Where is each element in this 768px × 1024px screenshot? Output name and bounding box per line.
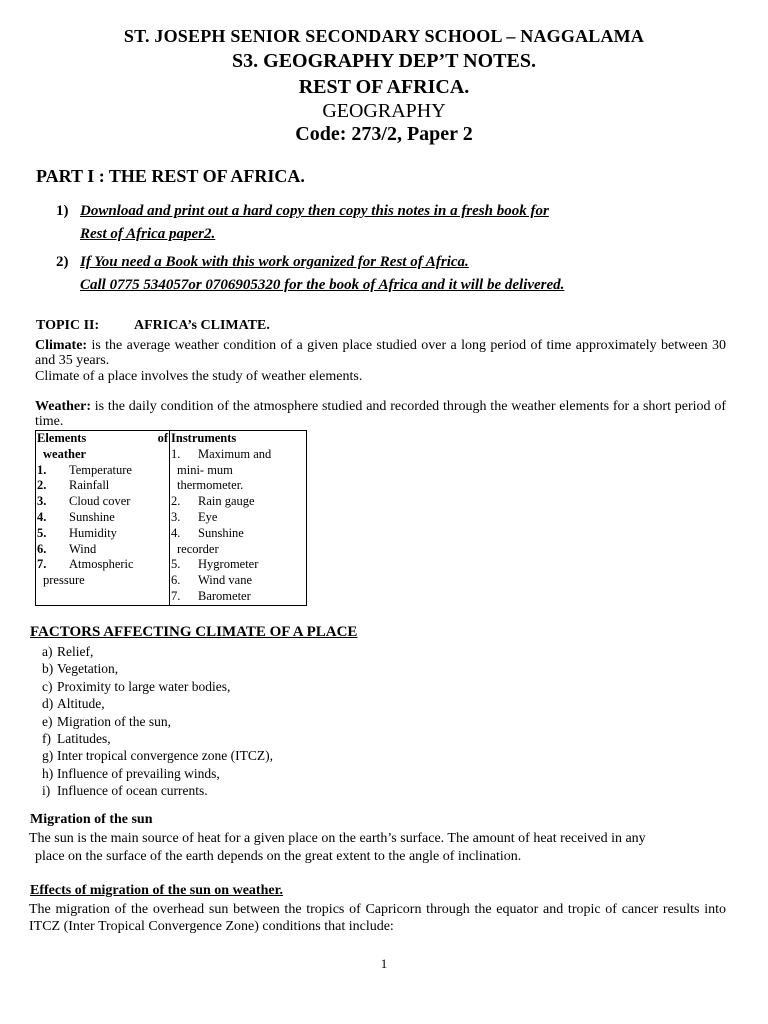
- element-label: Humidity: [69, 525, 117, 540]
- instrument-item: [171, 510, 305, 526]
- instrument-label: Eye: [198, 509, 218, 524]
- instrument-label: Maximum and: [198, 446, 272, 461]
- instrument-label-cont: mini- mum: [177, 462, 233, 477]
- instrument-number: 4.: [171, 525, 181, 540]
- migration-heading: Migration of the sun: [30, 812, 153, 827]
- instrument-number: 5.: [171, 557, 181, 572]
- element-label: Cloud cover: [69, 494, 131, 509]
- instruments-list: [171, 447, 305, 605]
- factor-text: Influence of ocean currents.: [57, 783, 208, 799]
- instrument-number: 2.: [171, 494, 181, 509]
- instrument-item: [171, 494, 305, 510]
- instrument-number: 6.: [171, 573, 181, 588]
- factor-letter: b): [42, 661, 54, 677]
- instrument-label: Sunshine: [198, 525, 244, 540]
- factor-letter: c): [42, 678, 53, 694]
- element-number: 2.: [37, 478, 47, 493]
- effects-paragraph: The migration of the overhead sun between the tropics of Capricorn through the equator and tropic of cancer results into ITCZ (Inter Tropical Convergence Zone) conditions that include:: [29, 902, 726, 934]
- factor-item: [42, 660, 273, 677]
- weather-definition: [35, 399, 726, 429]
- elements-header-cont: weather: [43, 446, 87, 461]
- element-item: [37, 494, 168, 510]
- element-number: 4.: [37, 509, 47, 524]
- instrument-label-cont: recorder: [177, 541, 219, 556]
- element-cont: pressure: [43, 573, 85, 588]
- department-title: S3. GEOGRAPHY DEP’T NOTES.: [232, 50, 536, 72]
- paper-code: Code: 273/2, Paper 2: [295, 123, 473, 145]
- instruction-1: [56, 203, 726, 243]
- elements-header-text: Elements: [37, 431, 87, 445]
- instrument-label: Wind vane: [198, 573, 252, 588]
- factor-item: [42, 713, 273, 730]
- instruments-column: [170, 431, 307, 606]
- factor-text: Migration of the sun,: [57, 713, 171, 729]
- instrument-item: [171, 589, 305, 605]
- factor-text: Influence of prevailing winds,: [57, 765, 220, 781]
- elements-column: [36, 431, 170, 606]
- weather-definition-text: is the daily condition of the atmosphere studied and recorded through the weather elements for a short period of time.: [35, 399, 726, 429]
- migration-line-2: place on the surface of the earth depends on the great extent to the angle of inclination.: [35, 849, 522, 864]
- instrument-label: Hygrometer: [198, 557, 259, 572]
- instruments-header: Instruments: [171, 431, 237, 445]
- instrument-label: Rain gauge: [198, 494, 255, 509]
- migration-paragraph: [29, 830, 726, 866]
- instruction-text-cont: Call 0775 534057or 0706905320 for the book of Africa and it will be delivered.: [80, 277, 565, 293]
- element-item: [37, 526, 168, 542]
- element-label: Temperature: [69, 462, 132, 477]
- weather-instruments-table: [35, 430, 307, 606]
- elements-header: [37, 431, 168, 447]
- factor-letter: f): [42, 731, 51, 747]
- factor-text: Proximity to large water bodies,: [57, 678, 231, 694]
- school-name: ST. JOSEPH SENIOR SECONDARY SCHOOL – NAGGALAMA: [123, 26, 645, 46]
- element-item: [37, 557, 168, 573]
- instrument-number: 1.: [171, 446, 181, 461]
- instruction-2: [56, 254, 726, 294]
- instruction-number: 1): [56, 203, 69, 219]
- factor-item: [42, 695, 273, 712]
- factors-list: [42, 643, 273, 800]
- element-number: 5.: [37, 525, 47, 540]
- elements-header-of: of: [157, 431, 168, 445]
- factor-item: [42, 643, 273, 660]
- factor-item: [42, 730, 273, 747]
- factor-item: [42, 678, 273, 695]
- factor-text: Altitude,: [57, 696, 105, 712]
- migration-line-1: The sun is the main source of heat for a given place on the earth’s surface. The amount of heat received in any: [29, 831, 646, 846]
- element-number: 3.: [37, 494, 47, 509]
- factor-text: Inter tropical convergence zone (ITCZ),: [57, 748, 274, 764]
- instrument-label: Barometer: [198, 588, 251, 603]
- factor-letter: h): [42, 765, 54, 781]
- climate-definition: [35, 338, 726, 368]
- factor-item: [42, 747, 273, 764]
- element-label: Wind: [69, 541, 97, 556]
- element-label: Atmospheric: [69, 557, 134, 572]
- factor-item: [42, 765, 273, 782]
- element-item: [37, 463, 168, 479]
- element-number: 6.: [37, 541, 47, 556]
- factor-letter: g): [42, 748, 54, 764]
- element-label: Sunshine: [69, 509, 115, 524]
- instrument-number: 7.: [171, 588, 181, 603]
- instruction-number: 2): [56, 254, 69, 270]
- part-title: PART I : THE REST OF AFRICA.: [36, 166, 305, 186]
- unit-title: REST OF AFRICA.: [298, 76, 470, 98]
- climate-note: Climate of a place involves the study of weather elements.: [35, 369, 363, 384]
- factor-letter: i): [42, 783, 51, 799]
- element-item: [37, 478, 168, 494]
- instrument-item: [171, 526, 305, 542]
- climate-term: Climate:: [35, 338, 88, 353]
- element-number: 1.: [37, 462, 47, 477]
- instruction-text-cont: Rest of Africa paper2.: [80, 226, 216, 242]
- element-label: Rainfall: [69, 478, 110, 493]
- element-item: [37, 510, 168, 526]
- factor-letter: a): [42, 644, 53, 659]
- climate-definition-text: is the average weather condition of a given place studied over a long period of time approximately between 30 and 35 years.: [35, 338, 726, 368]
- instruction-text: Download and print out a hard copy then copy this notes in a fresh book for: [80, 203, 549, 219]
- page-number: 1: [380, 956, 388, 971]
- elements-list: [37, 463, 168, 574]
- element-number: 7.: [37, 557, 47, 572]
- subject-title: GEOGRAPHY: [322, 100, 446, 122]
- factor-text: Relief,: [57, 644, 94, 659]
- weather-term: Weather:: [35, 399, 91, 414]
- factors-heading: FACTORS AFFECTING CLIMATE OF A PLACE: [30, 624, 358, 640]
- factor-letter: e): [42, 713, 53, 729]
- instrument-number: 3.: [171, 509, 181, 524]
- instrument-item: [171, 573, 305, 589]
- factor-text: Vegetation,: [57, 661, 119, 677]
- factor-text: Latitudes,: [57, 731, 111, 747]
- topic-title: AFRICA’s CLIMATE.: [134, 318, 270, 333]
- factor-letter: d): [42, 696, 54, 712]
- instrument-label-cont: thermometer.: [177, 478, 244, 493]
- topic-heading: [36, 318, 270, 334]
- element-item: [37, 542, 168, 558]
- topic-label: TOPIC II:: [36, 318, 100, 333]
- effects-heading: Effects of migration of the sun on weather.: [30, 883, 284, 898]
- factor-item: [42, 782, 273, 799]
- instrument-item: [171, 447, 305, 463]
- instruction-text: If You need a Book with this work organized for Rest of Africa.: [80, 254, 469, 270]
- instrument-item: [171, 557, 305, 573]
